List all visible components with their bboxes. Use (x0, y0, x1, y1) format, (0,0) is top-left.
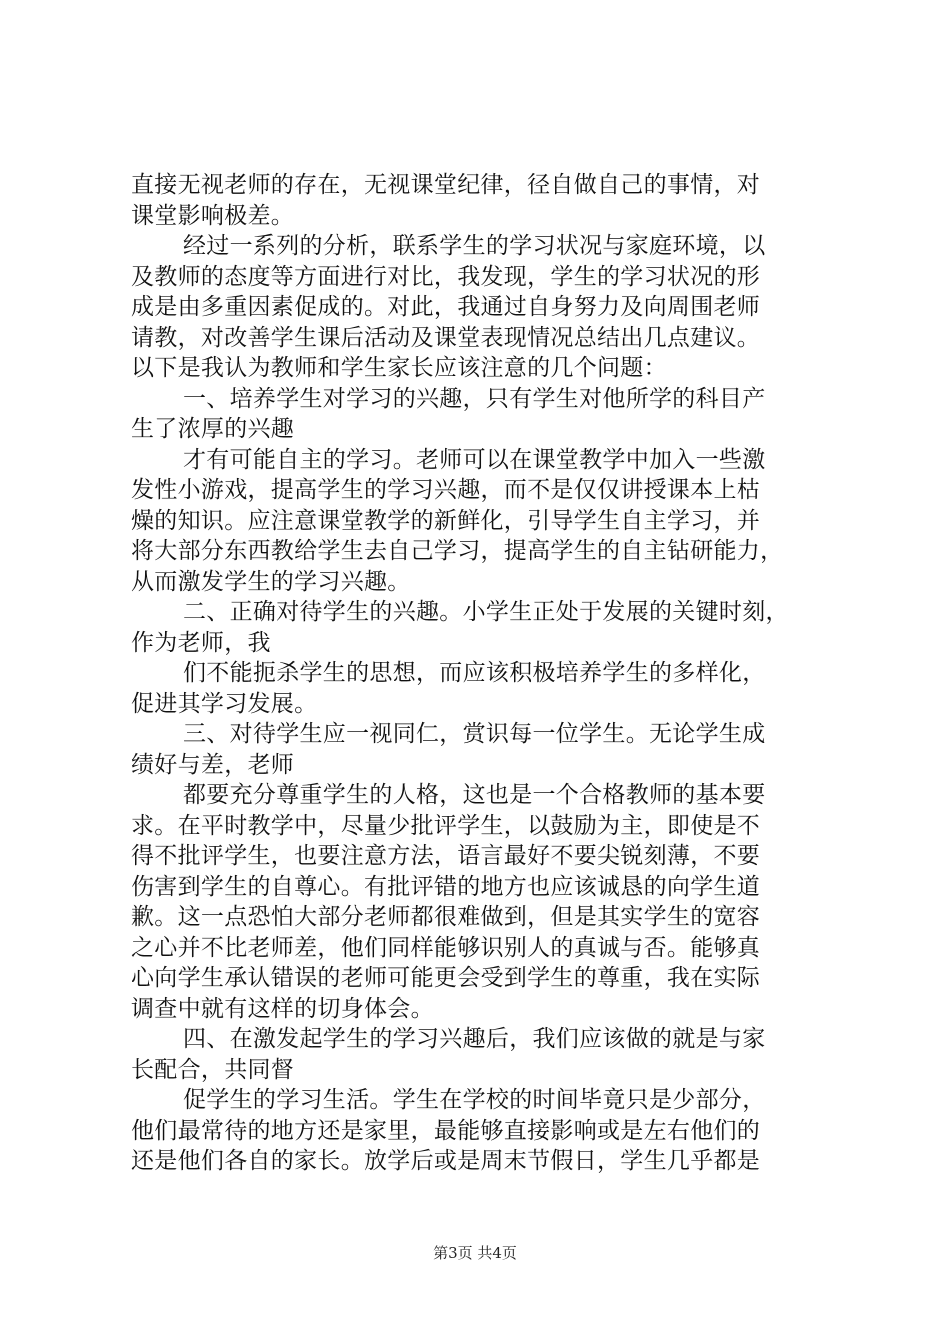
text-line: 得不批评学生，也要注意方法，语言最好不要尖锐刻薄，不要 (131, 843, 761, 869)
text-line: 课堂影响极差。 (131, 202, 295, 229)
text-line: 燥的知识。应注意课堂教学的新鲜化，引导学生自主学习，并 (131, 507, 761, 534)
text-line: 绩好与差，老师 (131, 751, 295, 778)
text-line: 经过一系列的分析，联系学生的学习状况与家庭环境，以 (183, 233, 766, 259)
text-line: 请教，对改善学生课后活动及课堂表现情况总结出几点建议。 (131, 324, 761, 351)
text-line: 伤害到学生的自尊心。有批评错的地方也应该诚恳的向学生道 (131, 873, 761, 900)
text-line: 一、培养学生对学习的兴趣，只有学生对他所学的科目产 (183, 385, 766, 412)
text-line: 促进其学习发展。 (131, 690, 318, 717)
text-line: 生了浓厚的兴趣 (131, 416, 295, 442)
text-line: 三、对待学生应一视同仁，赏识每一位学生。无论学生成 (183, 721, 766, 747)
text-line: 及教师的态度等方面进行对比，我发现，学生的学习状况的形 (131, 263, 761, 290)
text-line: 调查中就有这样的切身体会。 (131, 995, 434, 1022)
text-line: 们不能扼杀学生的思想，而应该积极培养学生的多样化， (183, 660, 766, 686)
text-line: 促学生的学习生活。学生在学校的时间毕竟只是少部分， (183, 1087, 766, 1113)
text-line: 二、正确对待学生的兴趣。小学生正处于发展的关键时刻， (183, 599, 789, 625)
text-line: 将大部分东西教给学生去自己学习，提高学生的自主钻研能力， (131, 538, 784, 564)
body-text (131, 170, 831, 1177)
text-line: 求。在平时教学中，尽量少批评学生，以鼓励为主，即使是不 (131, 812, 761, 839)
text-line: 心向学生承认错误的老师可能更会受到学生的尊重，我在实际 (131, 965, 761, 991)
text-line: 从而激发学生的学习兴趣。 (131, 568, 411, 595)
text-line: 以下是我认为教师和学生家长应该注意的几个问题： (131, 355, 667, 381)
text-line: 他们最常待的地方还是家里，最能够直接影响或是左右他们的 (131, 1117, 761, 1144)
text-line: 四、在激发起学生的学习兴趣后，我们应该做的就是与家 (183, 1026, 766, 1052)
text-line: 歉。这一点恐怕大部分老师都很难做到，但是其实学生的宽容 (131, 904, 761, 930)
text-line: 才有可能自主的学习。老师可以在课堂教学中加入一些激 (183, 446, 766, 473)
text-line: 之心并不比老师差，他们同样能够识别人的真诚与否。能够真 (131, 934, 761, 961)
text-line: 直接无视老师的存在，无视课堂纪律，径自做自己的事情，对 (131, 172, 761, 198)
text-line: 还是他们各自的家长。放学后或是周末节假日，学生几乎都是 (131, 1148, 761, 1174)
text-line: 作为老师，我 (131, 629, 271, 656)
text-line: 成是由多重因素促成的。对此，我通过自身努力及向周围老师 (131, 294, 761, 320)
text-line: 发性小游戏，提高学生的学习兴趣，而不是仅仅讲授课本上枯 (131, 477, 761, 503)
page-number-footer: 第3页 共4页 (433, 1244, 517, 1262)
text-line: 都要充分尊重学生的人格，这也是一个合格教师的基本要 (183, 782, 766, 808)
text-line: 长配合，共同督 (131, 1056, 295, 1083)
